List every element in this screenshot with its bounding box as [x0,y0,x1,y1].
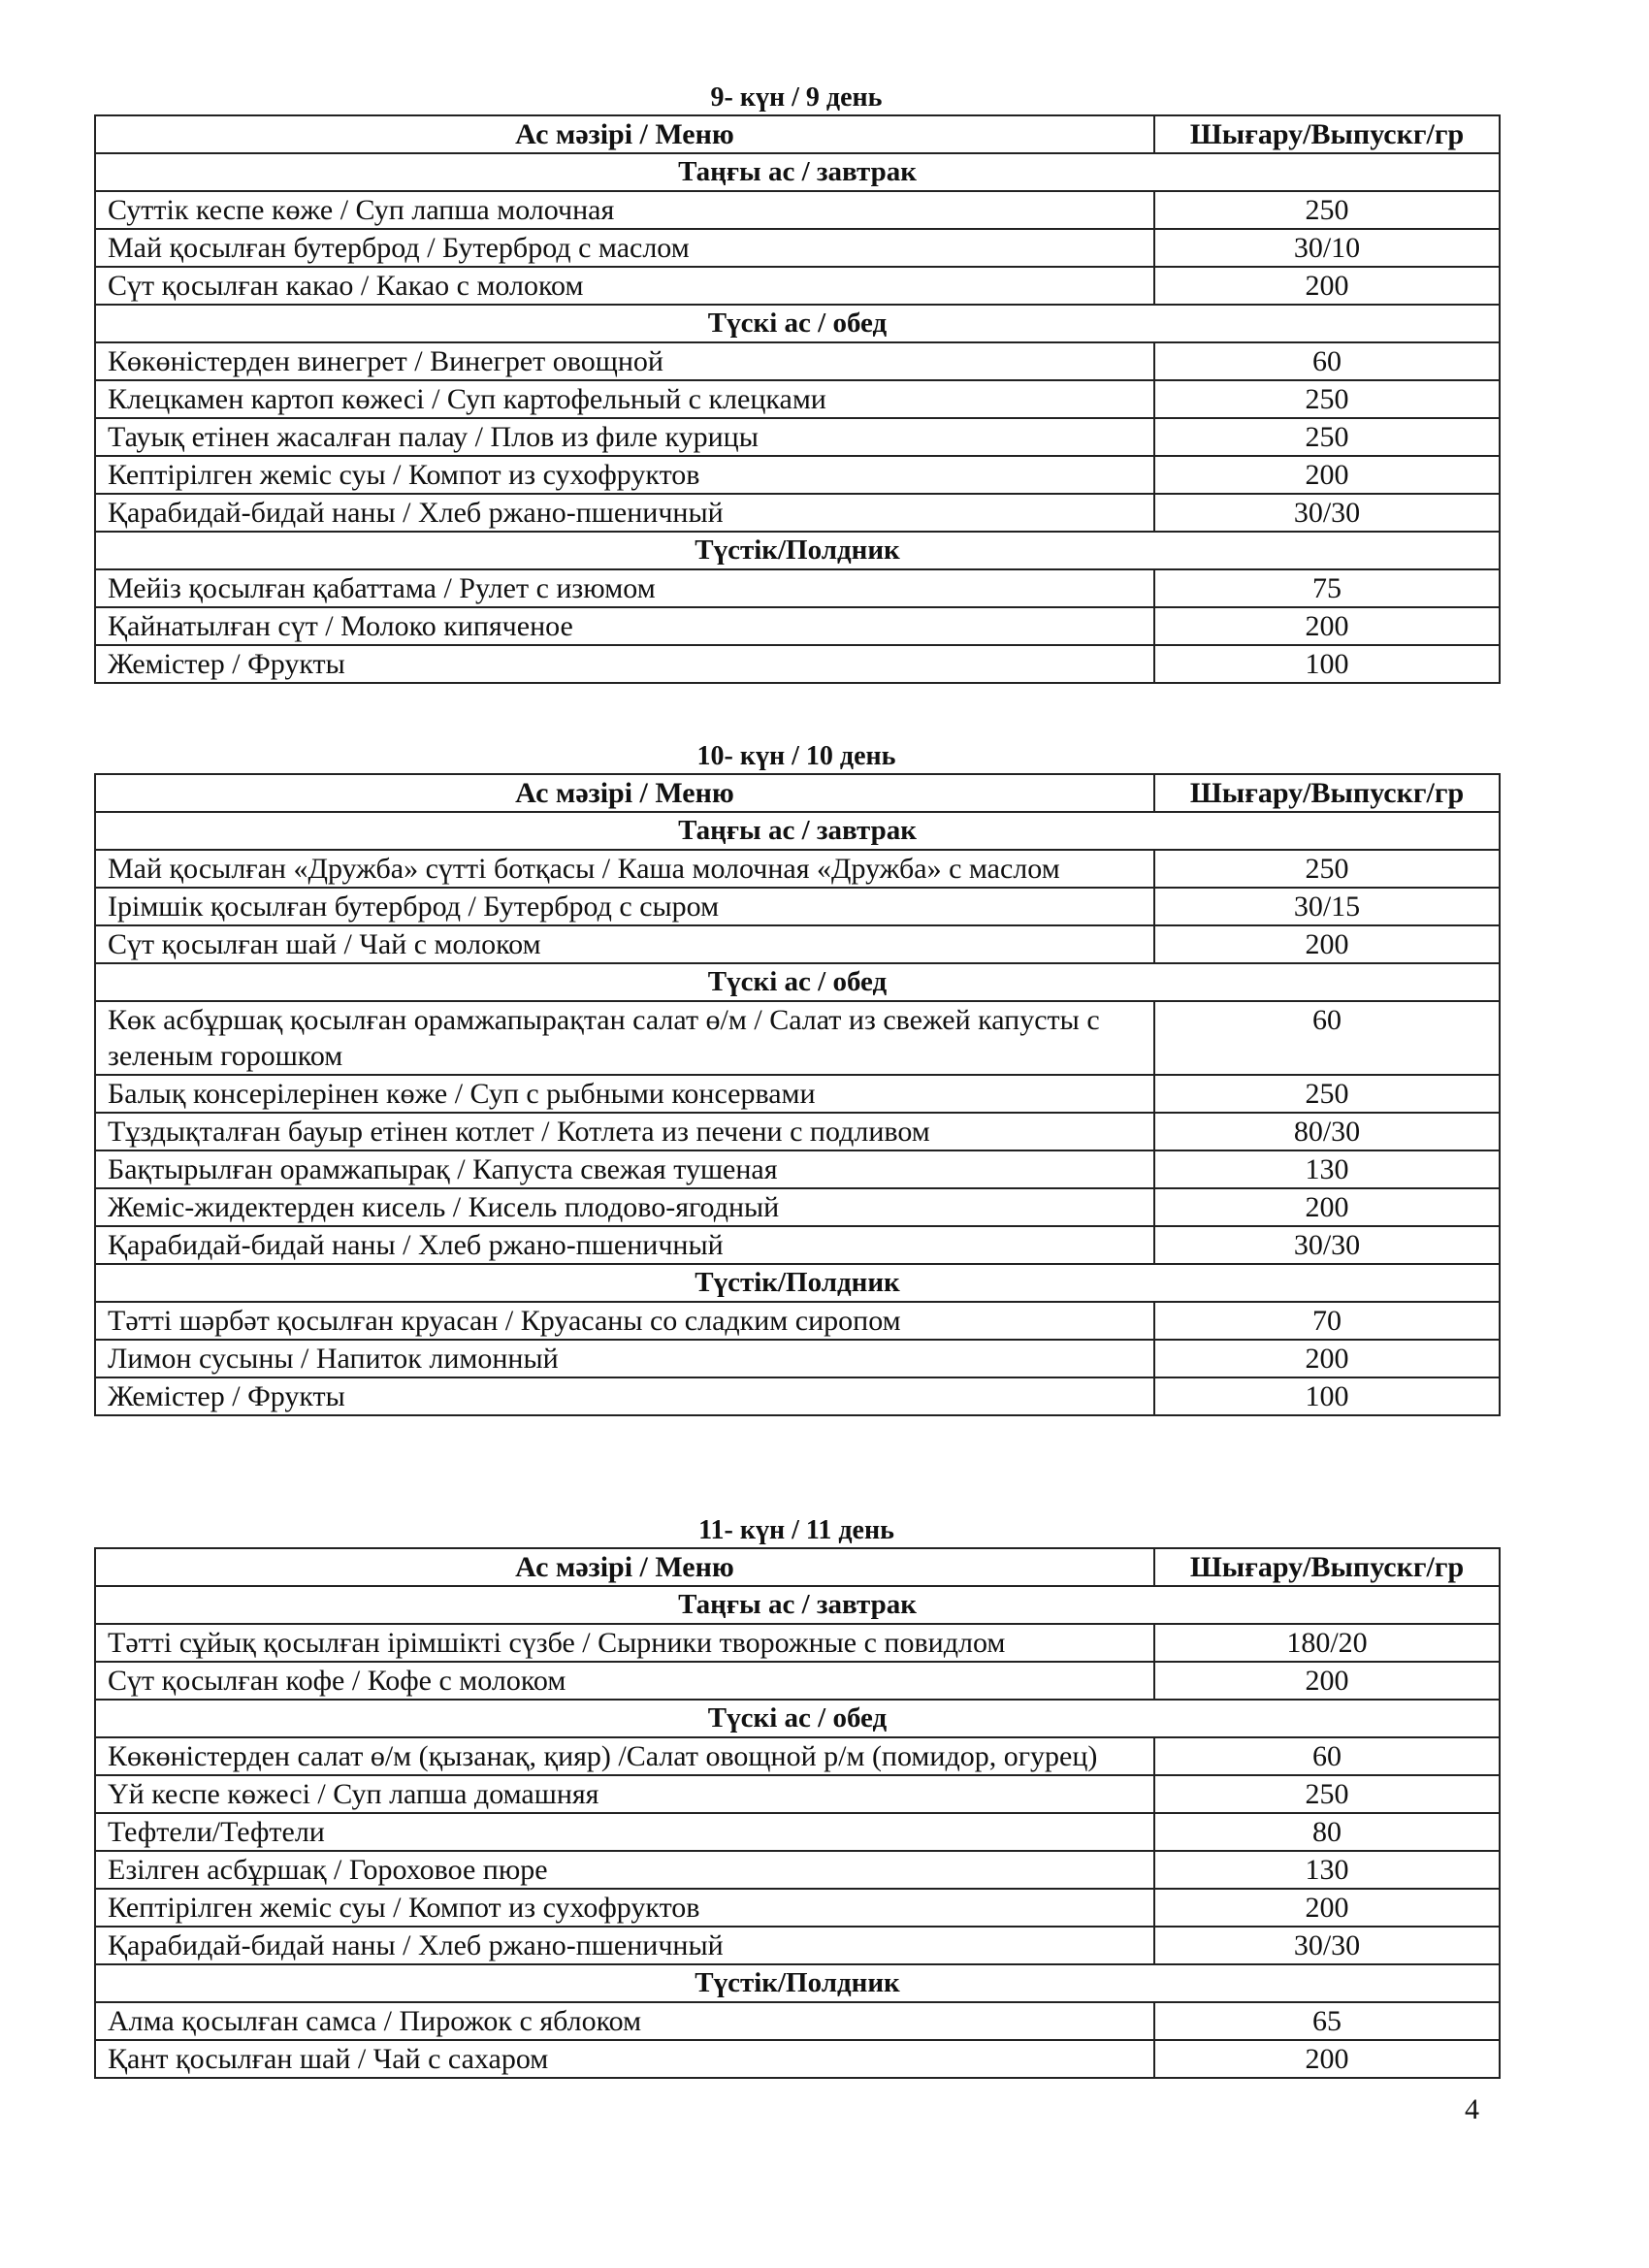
dish-name: Тауық етінен жасалған палау / Плов из филе курицы [95,418,1154,456]
dish-name: Жеміс-жидектерден кисель / Кисель плодово-ягодный [95,1188,1154,1226]
table-row [95,418,1500,456]
dish-output: 200 [1154,1662,1500,1700]
table-row [95,925,1500,963]
dish-output: 100 [1154,645,1500,683]
meal-section-title: Түскі ас / обед [95,963,1500,1001]
dish-output: 130 [1154,1150,1500,1188]
output-column-header: Шығару/Выпускг/гр [1154,774,1500,812]
meal-section-row [95,1264,1500,1302]
menu-table-body [95,774,1500,1415]
menu-column-header: Ас мәзірі / Меню [95,774,1154,812]
menu-table [94,773,1501,1416]
dish-output: 250 [1154,850,1500,888]
dish-name: Ірімшік қосылған бутерброд / Бутерброд с сыром [95,888,1154,925]
dish-output: 30/30 [1154,1927,1500,1964]
meal-section-row [95,1700,1500,1737]
table-row [95,1927,1500,1964]
menu-table [94,114,1501,684]
meal-section-row [95,963,1500,1001]
menu-table-body [95,115,1500,683]
dish-output: 30/10 [1154,229,1500,267]
dish-name: Кептірілген жеміс суы / Компот из сухофруктов [95,456,1154,494]
dish-output: 250 [1154,1775,1500,1813]
dish-output: 200 [1154,456,1500,494]
meal-section-row [95,1964,1500,2002]
dish-name: Үй кеспе көжесі / Суп лапша домашняя [95,1775,1154,1813]
table-row [95,1889,1500,1927]
day-block-11 [94,1514,1499,2079]
dish-output: 200 [1154,925,1500,963]
dish-name: Бақтырылған орамжапырақ / Капуста свежая тушеная [95,1150,1154,1188]
day-title: 9- күн / 9 день [710,82,883,113]
table-row [95,1302,1500,1340]
table-row [95,1737,1500,1775]
output-column-header: Шығару/Выпускг/гр [1154,115,1500,153]
dish-output: 60 [1154,1737,1500,1775]
dish-output: 80/30 [1154,1113,1500,1150]
dish-output: 250 [1154,1075,1500,1113]
table-row [95,380,1500,418]
dish-output: 75 [1154,569,1500,607]
table-row [95,494,1500,532]
table-row [95,607,1500,645]
meal-section-row [95,532,1500,569]
table-row [95,1775,1500,1813]
table-header-row [95,774,1500,812]
table-row [95,1377,1500,1415]
dish-output: 200 [1154,1340,1500,1377]
table-row [95,1813,1500,1851]
dish-output: 200 [1154,1188,1500,1226]
table-row [95,850,1500,888]
dish-name: Тұздықталған бауыр етінен котлет / Котлета из печени с подливом [95,1113,1154,1150]
dish-name: Көкөністерден салат ө/м (қызанақ, қияр) /Салат овощной р/м (помидор, огурец) [95,1737,1154,1775]
table-row [95,1851,1500,1889]
day-title: 10- күн / 10 день [696,741,896,771]
meal-section-title: Таңғы ас / завтрак [95,1586,1500,1624]
dish-name: Қарабидай-бидай наны / Хлеб ржано-пшеничный [95,1226,1154,1264]
dish-name: Май қосылған бутерброд / Бутерброд с маслом [95,229,1154,267]
table-row [95,1624,1500,1662]
dish-name: Суттік кеспе көже / Суп лапша молочная [95,191,1154,229]
table-row [95,1662,1500,1700]
dish-name: Тәтті шәрбәт қосылған круасан / Круасаны со сладким сиропом [95,1302,1154,1340]
output-column-header: Шығару/Выпускг/гр [1154,1548,1500,1586]
dish-name: Тефтели/Тефтели [95,1813,1154,1851]
dish-name: Қарабидай-бидай наны / Хлеб ржано-пшеничный [95,494,1154,532]
dish-output: 200 [1154,2040,1500,2078]
dish-name: Сүт қосылған какао / Какао с молоком [95,267,1154,305]
table-row [95,1340,1500,1377]
dish-name: Көкөністерден винегрет / Винегрет овощной [95,342,1154,380]
table-row [95,1226,1500,1264]
table-row [95,229,1500,267]
dish-name: Сүт қосылған шай / Чай с молоком [95,925,1154,963]
dish-name: Қарабидай-бидай наны / Хлеб ржано-пшеничный [95,1927,1154,1964]
table-header-row [95,115,1500,153]
dish-name: Мейіз қосылған қабаттама / Рулет с изюмом [95,569,1154,607]
dish-output: 200 [1154,607,1500,645]
table-row [95,1075,1500,1113]
meal-section-row [95,812,1500,850]
dish-output: 30/15 [1154,888,1500,925]
dish-name: Көк асбұршақ қосылған орамжапырақтан салат ө/м / Салат из свежей капусты с зеленым горошком [95,1001,1154,1075]
meal-section-title: Таңғы ас / завтрак [95,812,1500,850]
dish-name: Қант қосылған шай / Чай с сахаром [95,2040,1154,2078]
dish-name: Лимон сусыны / Напиток лимонный [95,1340,1154,1377]
table-row [95,342,1500,380]
dish-name: Балық консерілерінен көже / Суп с рыбными консервами [95,1075,1154,1113]
dish-output: 60 [1154,342,1500,380]
dish-name: Сүт қосылған кофе / Кофе с молоком [95,1662,1154,1700]
dish-output: 30/30 [1154,494,1500,532]
meal-section-title: Түскі ас / обед [95,1700,1500,1737]
table-row [95,1150,1500,1188]
table-row [95,888,1500,925]
table-row [95,2002,1500,2040]
dish-name: Тәтті сұйық қосылған ірімшікті сүзбе / Сырники творожные с повидлом [95,1624,1154,1662]
meal-section-title: Түскі ас / обед [95,305,1500,342]
table-header-row [95,1548,1500,1586]
dish-output: 30/30 [1154,1226,1500,1264]
table-row [95,569,1500,607]
dish-name: Қайнатылған сүт / Молоко кипяченое [95,607,1154,645]
dish-output: 250 [1154,380,1500,418]
dish-output: 200 [1154,267,1500,305]
day-block-9 [94,81,1499,684]
dish-output: 250 [1154,191,1500,229]
menu-column-header: Ас мәзірі / Меню [95,1548,1154,1586]
table-row [95,1188,1500,1226]
dish-output: 130 [1154,1851,1500,1889]
table-row [95,1113,1500,1150]
dish-output: 70 [1154,1302,1500,1340]
table-row [95,456,1500,494]
page-number: 4 [1465,2093,1479,2125]
day-block-10 [94,740,1499,1416]
meal-section-title: Түстік/Полдник [95,1264,1500,1302]
menu-table-body [95,1548,1500,2078]
dish-output: 200 [1154,1889,1500,1927]
table-row [95,2040,1500,2078]
meal-section-row [95,305,1500,342]
table-row [95,191,1500,229]
dish-name: Езілген асбұршақ / Гороховое пюре [95,1851,1154,1889]
dish-name: Жемістер / Фрукты [95,645,1154,683]
dish-name: Жемістер / Фрукты [95,1377,1154,1415]
dish-output: 65 [1154,2002,1500,2040]
menu-table [94,1547,1501,2079]
dish-output: 250 [1154,418,1500,456]
meal-section-title: Түстік/Полдник [95,532,1500,569]
dish-name: Кептірілген жеміс суы / Компот из сухофруктов [95,1889,1154,1927]
table-row [95,267,1500,305]
dish-output: 100 [1154,1377,1500,1415]
dish-name: Май қосылған «Дружба» сүтті ботқасы / Каша молочная «Дружба» с маслом [95,850,1154,888]
meal-section-title: Таңғы ас / завтрак [95,153,1500,191]
dish-output: 60 [1154,1001,1500,1075]
table-row [95,1001,1500,1075]
dish-name: Клецкамен картоп көжесі / Суп картофельный с клецками [95,380,1154,418]
menu-column-header: Ас мәзірі / Меню [95,115,1154,153]
dish-name: Алма қосылған самса / Пирожок с яблоком [95,2002,1154,2040]
meal-section-row [95,1586,1500,1624]
meal-section-row [95,153,1500,191]
meal-section-title: Түстік/Полдник [95,1964,1500,2002]
dish-output: 80 [1154,1813,1500,1851]
dish-output: 180/20 [1154,1624,1500,1662]
table-row [95,645,1500,683]
day-title: 11- күн / 11 день [698,1515,894,1545]
